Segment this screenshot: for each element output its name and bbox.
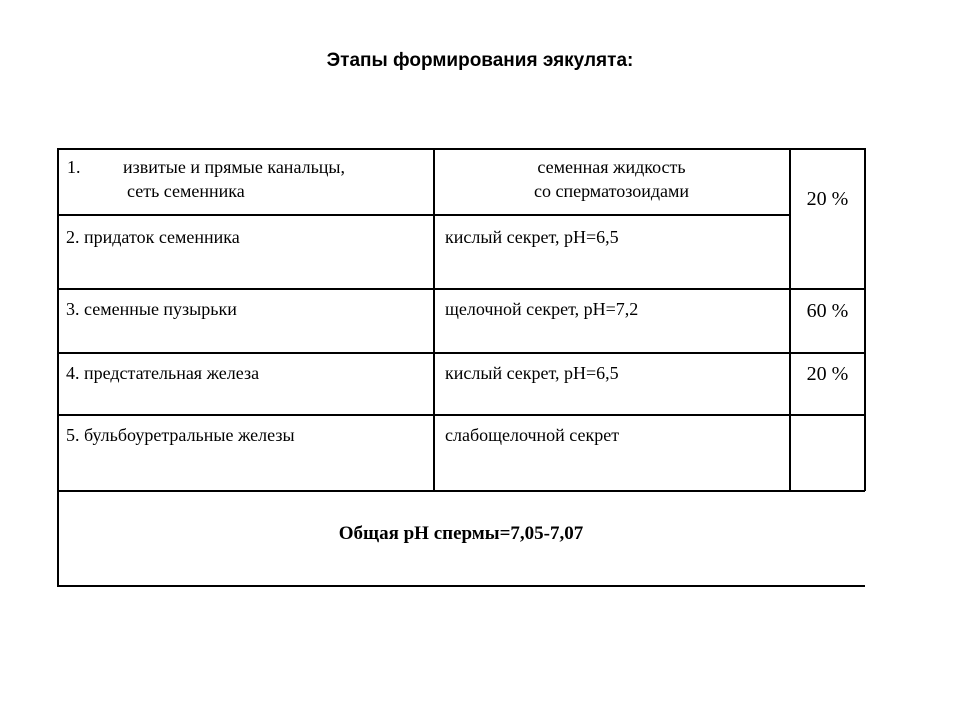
secretion-line2: со сперматозоидами [533, 181, 690, 201]
ejaculate-stages-table [57, 148, 865, 586]
row-divider [57, 352, 865, 354]
secretion-cell [434, 148, 789, 214]
stage-name-line2: сеть семенника [127, 181, 245, 201]
percent-cell: 20 % [806, 363, 849, 385]
stage-name: 4. предстательная железа [66, 363, 260, 383]
secretion-cell: кислый секрет, рН=6,5 [445, 363, 619, 383]
stage-name: 2. придаток семенника [66, 227, 240, 247]
total-ph-label: Общая рН спермы=7,05-7,07 [338, 523, 584, 544]
row-divider [57, 490, 865, 492]
row-divider [57, 288, 865, 290]
page-title: Этапы формирования эякулята: [326, 50, 634, 71]
secretion-line1: семенная жидкость [537, 157, 686, 177]
stage-name-line1: извитые и прямые канальцы, [123, 157, 346, 177]
secretion-cell: кислый секрет, рН=6,5 [445, 227, 619, 247]
stage-name: 5. бульбоуретральные железы [66, 425, 295, 445]
row-divider [57, 414, 865, 416]
stage-name: 3. семенные пузырьки [66, 299, 237, 319]
stage-number: 1. [67, 157, 81, 177]
secretion-cell: слабощелочной секрет [445, 425, 620, 445]
row-divider [57, 214, 790, 216]
percent-cell: 20 % [806, 188, 849, 210]
table-border-bottom [57, 585, 865, 587]
percent-cell: 60 % [806, 300, 849, 322]
secretion-cell: щелочной секрет, рН=7,2 [445, 299, 639, 319]
table-row [57, 148, 433, 214]
